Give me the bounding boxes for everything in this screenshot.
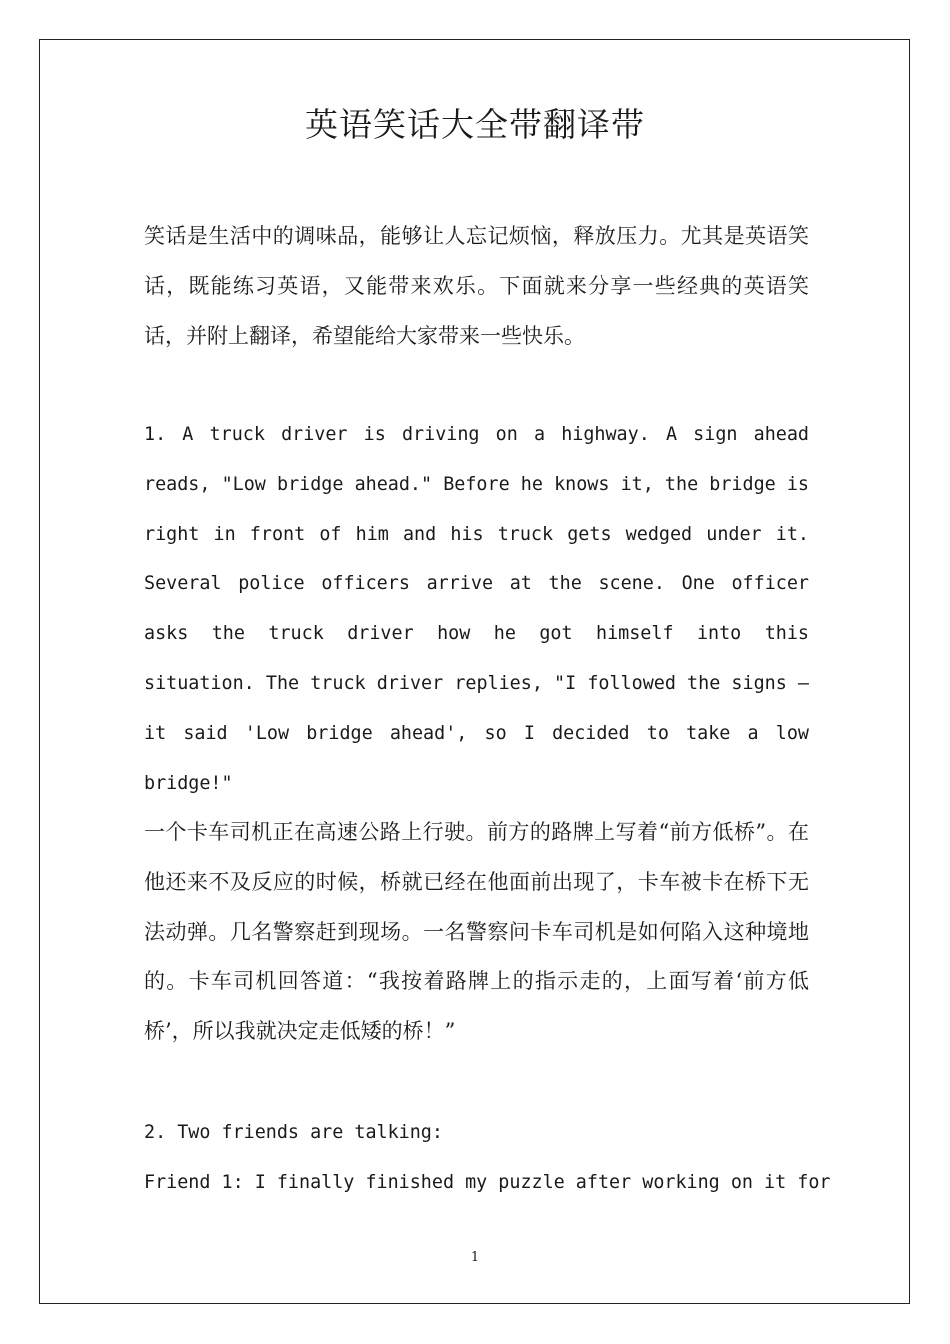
joke-2-heading: 2. Two friends are talking:: [144, 1122, 443, 1143]
joke-2-line-1: Friend 1: I finally finished my puzzle after working on it for: [144, 1172, 831, 1193]
joke-1-translation: 一个卡车司机正在高速公路上行驶。前方的路牌上写着“前方低桥”。在他还来不及反应的时候，桥就已经在他面前出现了，卡车被卡在桥下无法动弹。几名警察赶到现场。一名警察问卡车司机是如何陷入这种境地的。卡车司机回答道：“我按着路牌上的指示走的，上面写着‘前方低桥’，所以我就决定走低矮的桥！”: [144, 820, 809, 1044]
joke-1-english: 1. A truck driver is driving on a highway. A sign ahead reads, "Low bridge ahead." Before he knows it, the bridge is right in front of him and his truck gets wedged under it. Several police officers arrive at the scene. One officer asks the truck driver how he got himself into this situation. The truck driver replies, "I followed the signs – it said 'Low bridge ahead', so I decided to take a low bridge!": [144, 424, 809, 794]
intro-paragraph: 笑话是生活中的调味品，能够让人忘记烦恼，释放压力。尤其是英语笑话，既能练习英语，又能带来欢乐。下面就来分享一些经典的英语笑话，并附上翻译，希望能给大家带来一些快乐。: [144, 224, 809, 348]
document-title: 英语笑话大全带翻译带: [305, 105, 645, 144]
page-number: 1: [470, 1250, 480, 1265]
